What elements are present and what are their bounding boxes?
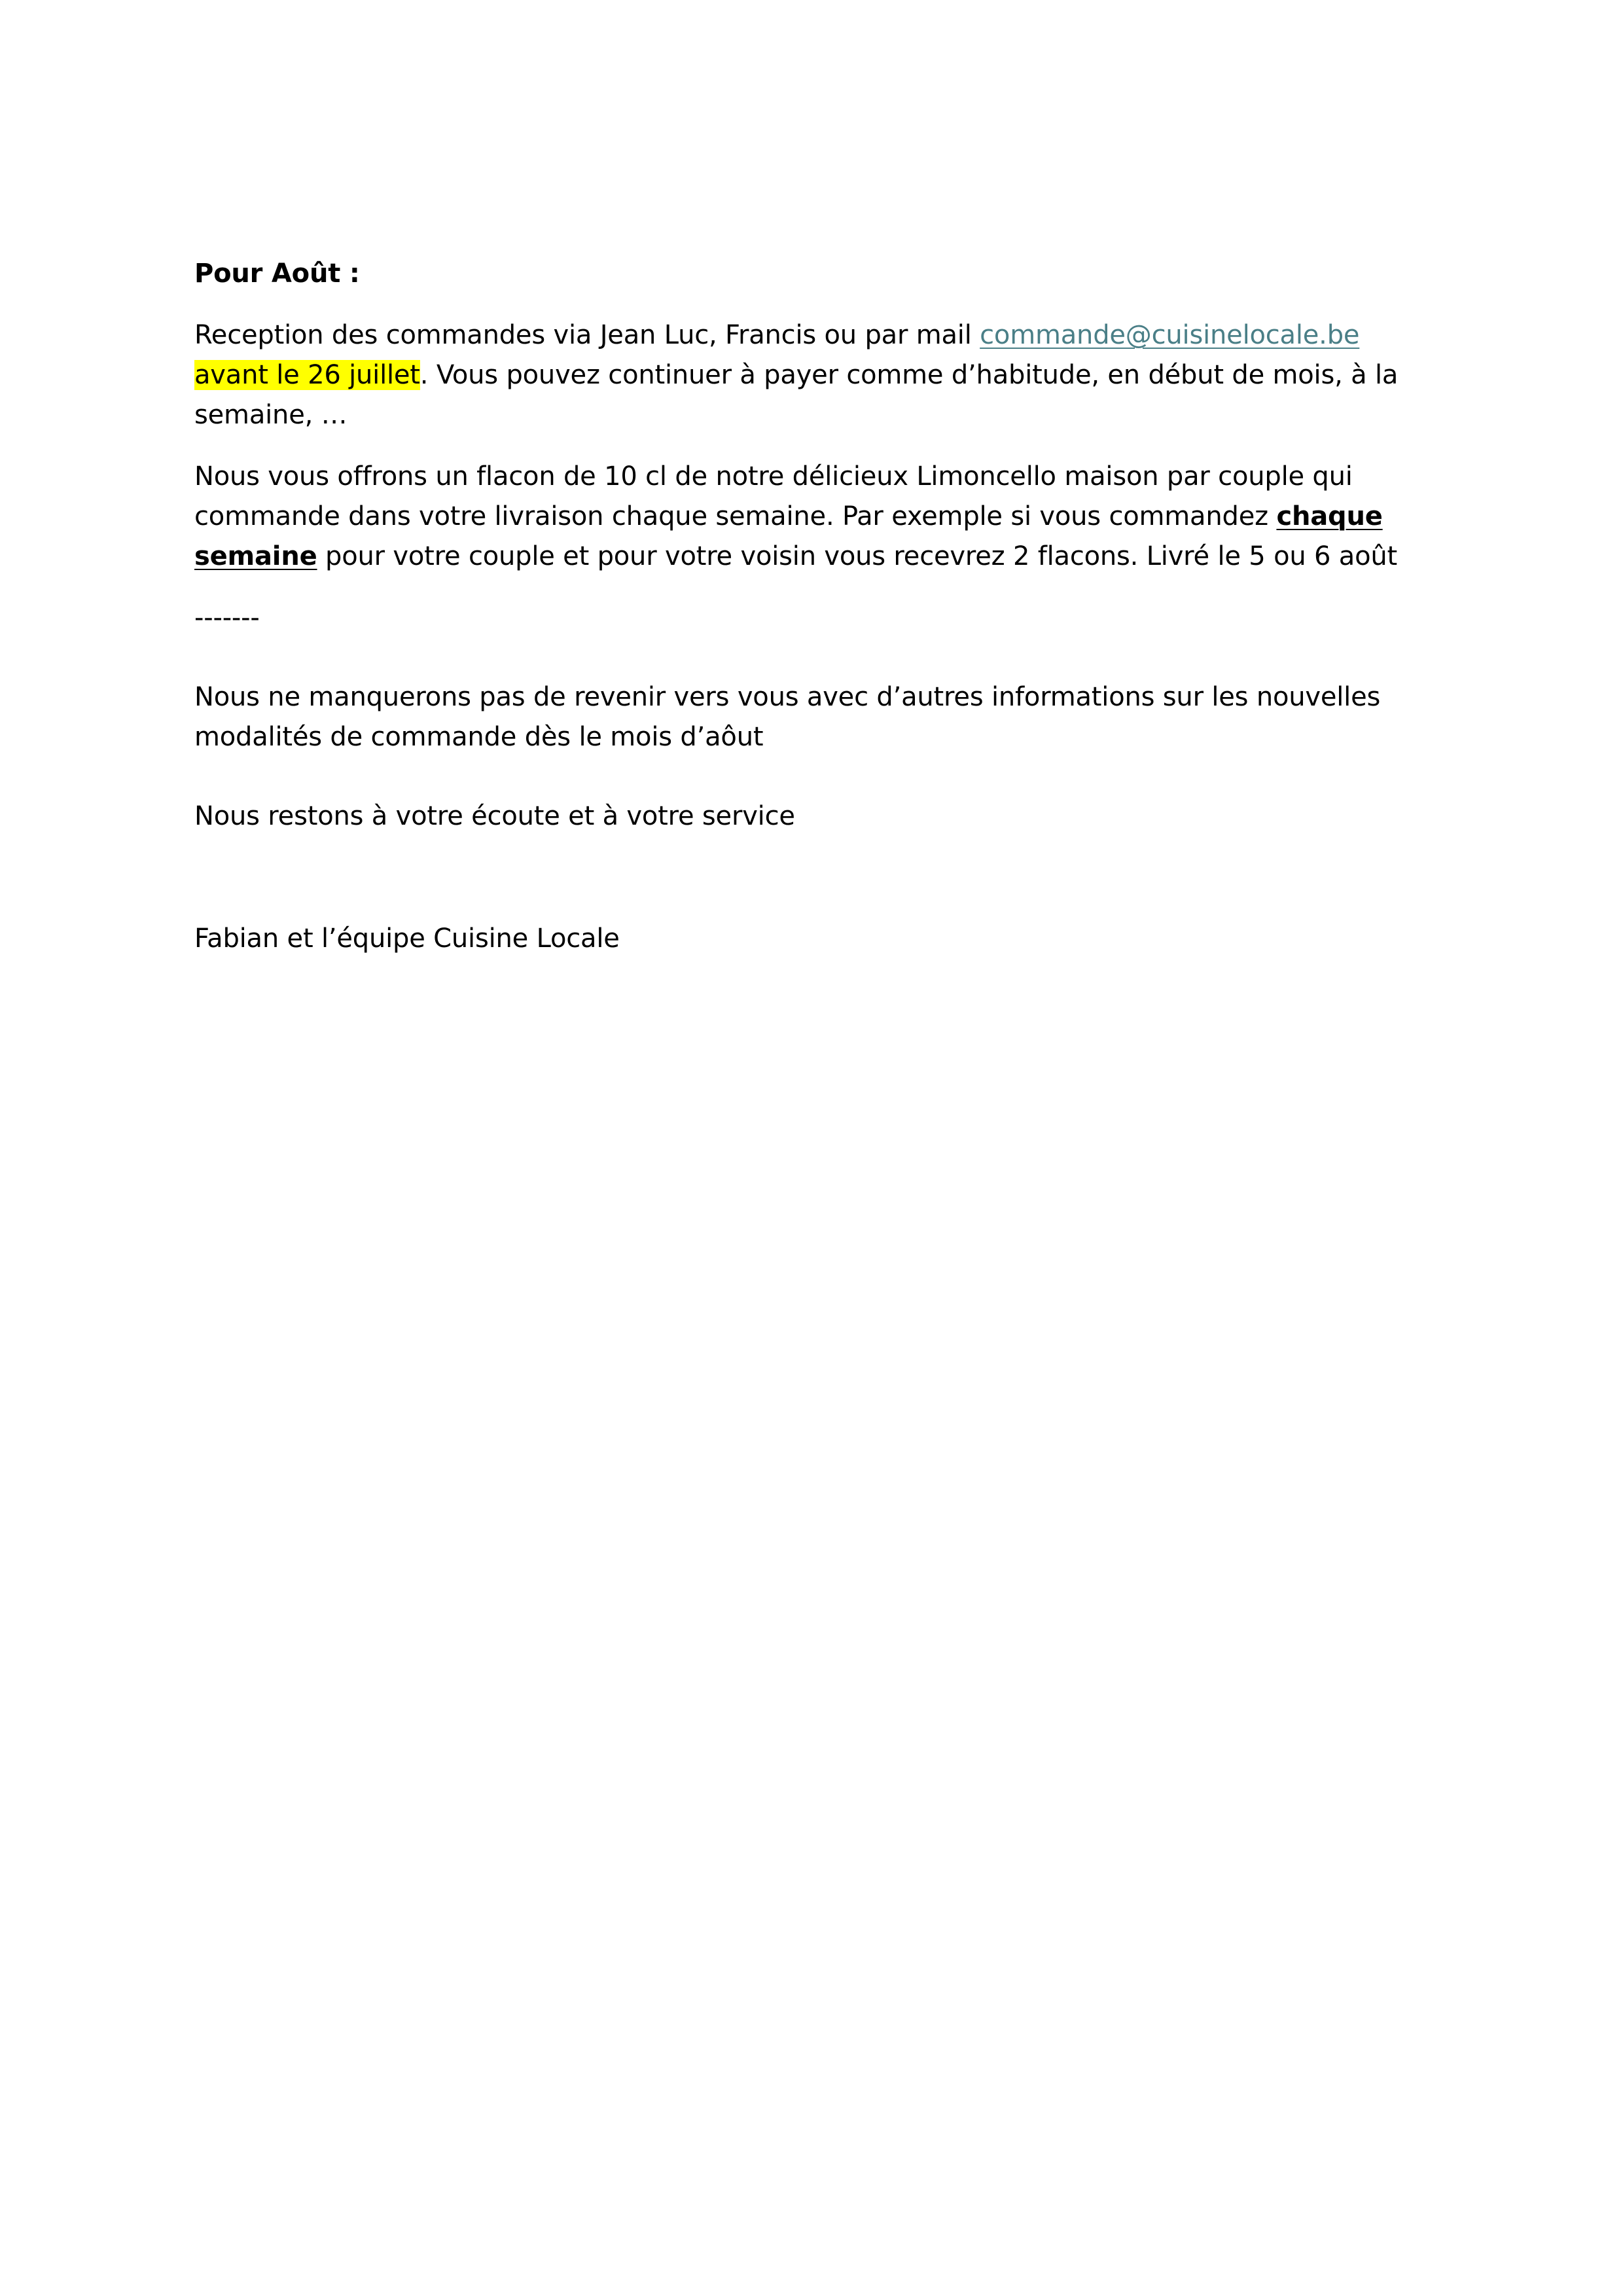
spacer bbox=[194, 638, 1412, 677]
highlighted-deadline: avant le 26 juillet bbox=[194, 360, 420, 390]
document-body bbox=[194, 254, 1412, 959]
paragraph-orders bbox=[194, 315, 1412, 435]
spacer bbox=[194, 577, 1412, 598]
spacer bbox=[194, 836, 1412, 919]
emphasis-text: chaque semaine bbox=[194, 501, 1383, 571]
orders-payment-text: . Vous pouvez continuer à payer comme d’habitude, en début de mois, à la semaine, … bbox=[194, 360, 1399, 430]
offer-intro-text: Nous vous offrons un flacon de 10 cl de notre délicieux Limoncello maison par couple qui commande dans votre livraison chaque semaine. Par exemple si vous commandez bbox=[194, 461, 1353, 531]
orders-intro-text: Reception des commandes via Jean Luc, Francis ou par mail bbox=[194, 320, 980, 350]
spacer bbox=[194, 435, 1412, 457]
spacer bbox=[194, 757, 1412, 797]
separator-line: ------- bbox=[194, 603, 260, 633]
email-link[interactable]: commande@cuisinelocale.be bbox=[980, 320, 1360, 350]
signature: Fabian et l’équipe Cuisine Locale bbox=[194, 924, 620, 954]
paragraph-offer bbox=[194, 457, 1412, 577]
offer-end-text: pour votre couple et pour votre voisin vous recevrez 2 flacons. Livré le 5 ou 6 août bbox=[317, 541, 1397, 571]
paragraph-info: Nous ne manquerons pas de revenir vers vous avec d’autres informations sur les nouvelles modalités de commande dès le mois d’aôut bbox=[194, 682, 1381, 752]
spacer bbox=[194, 294, 1412, 315]
section-heading: Pour Août : bbox=[194, 259, 360, 289]
paragraph-service: Nous restons à votre écoute et à votre service bbox=[194, 801, 795, 831]
